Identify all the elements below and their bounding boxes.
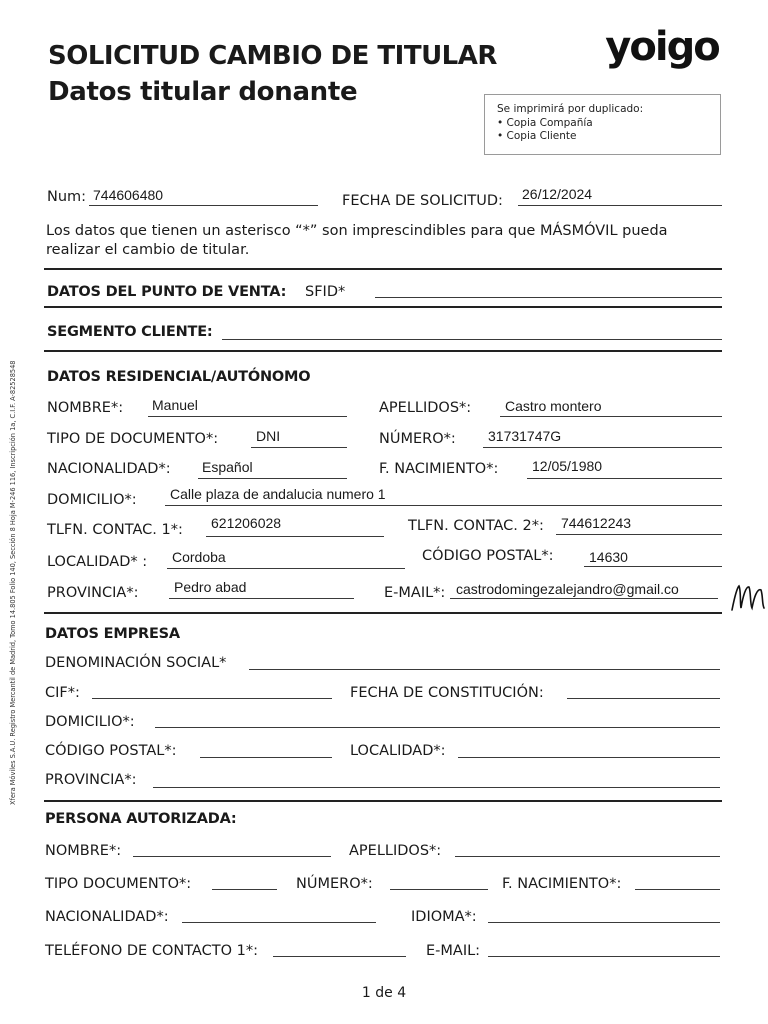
fecha-constitucion-label: FECHA DE CONSTITUCIÓN: bbox=[350, 685, 544, 701]
autorizada-idioma-label: IDIOMA*: bbox=[411, 909, 477, 925]
nacionalidad-field[interactable]: Español bbox=[202, 459, 253, 475]
localidad-label: LOCALIDAD* : bbox=[47, 554, 148, 570]
autorizada-nombre-label: NOMBRE*: bbox=[45, 843, 122, 859]
tipo-documento-label: TIPO DE DOCUMENTO*: bbox=[47, 431, 219, 447]
numero-documento-field[interactable]: 31731747G bbox=[488, 428, 562, 444]
empresa-header: DATOS EMPRESA bbox=[45, 626, 180, 642]
tipo-documento-field[interactable]: DNI bbox=[256, 428, 281, 444]
cif-label: CIF*: bbox=[45, 685, 80, 701]
denominacion-social-label: DENOMINACIÓN SOCIAL* bbox=[45, 655, 227, 671]
cif-field[interactable] bbox=[92, 698, 332, 699]
apellidos-field[interactable]: Castro montero bbox=[505, 398, 602, 414]
fecha-nacimiento-label: F. NACIMIENTO*: bbox=[379, 461, 499, 477]
nacionalidad-label: NACIONALIDAD*: bbox=[47, 461, 171, 477]
localidad-field[interactable]: Cordoba bbox=[172, 549, 226, 565]
empresa-localidad-field[interactable] bbox=[458, 757, 720, 758]
empresa-domicilio-label: DOMICILIO*: bbox=[45, 714, 135, 730]
num-field[interactable]: 744606480 bbox=[93, 187, 164, 203]
num-label: Num: bbox=[47, 189, 87, 205]
autorizada-telefono-field[interactable] bbox=[273, 956, 406, 957]
nombre-label: NOMBRE*: bbox=[47, 400, 124, 416]
segmento-cliente-header: SEGMENTO CLIENTE: bbox=[47, 324, 213, 340]
fecha-nacimiento-field[interactable]: 12/05/1980 bbox=[532, 458, 603, 474]
denominacion-social-field[interactable] bbox=[249, 669, 720, 670]
autorizada-numero-field[interactable] bbox=[390, 889, 488, 890]
empresa-codigo-postal-field[interactable] bbox=[200, 757, 332, 758]
empresa-domicilio-field[interactable] bbox=[155, 727, 720, 728]
fecha-constitucion-field[interactable] bbox=[567, 698, 720, 699]
autorizada-nacimiento-label: F. NACIMIENTO*: bbox=[502, 876, 622, 892]
autorizada-numero-label: NÚMERO*: bbox=[296, 876, 373, 892]
autorizada-idioma-field[interactable] bbox=[488, 922, 720, 923]
codigo-postal-field[interactable]: 14630 bbox=[589, 549, 628, 565]
print-note-title: Se imprimirá por duplicado: bbox=[497, 103, 644, 115]
telefono-1-field[interactable]: 621206028 bbox=[211, 515, 282, 531]
signature-mark bbox=[728, 578, 768, 616]
autorizada-tipo-documento-field[interactable] bbox=[212, 889, 277, 890]
telefono-1-label: TLFN. CONTAC. 1*: bbox=[47, 522, 183, 538]
autorizada-apellidos-field[interactable] bbox=[455, 856, 720, 857]
empresa-codigo-postal-label: CÓDIGO POSTAL*: bbox=[45, 743, 177, 759]
autorizada-tipo-documento-label: TIPO DOCUMENTO*: bbox=[45, 876, 192, 892]
sfid-label: SFID* bbox=[305, 284, 346, 300]
autorizada-email-label: E-MAIL: bbox=[426, 943, 481, 959]
punto-venta-header: DATOS DEL PUNTO DE VENTA: bbox=[47, 284, 287, 300]
autorizada-nacionalidad-label: NACIONALIDAD*: bbox=[45, 909, 169, 925]
autorizada-nombre-field[interactable] bbox=[133, 856, 331, 857]
form-subtitle: Datos titular donante bbox=[48, 77, 358, 107]
fecha-solicitud-label: FECHA DE SOLICITUD: bbox=[342, 193, 503, 209]
empresa-provincia-field[interactable] bbox=[153, 787, 720, 788]
telefono-2-field[interactable]: 744612243 bbox=[561, 515, 632, 531]
yoigo-logo-text: yoigo bbox=[605, 26, 719, 70]
intro-paragraph: Los datos que tienen un asterisco “*” son imprescindibles para que MÁSMÓVIL pueda realizar el cambio de titular. bbox=[46, 223, 668, 258]
telefono-2-label: TLFN. CONTAC. 2*: bbox=[408, 518, 544, 534]
autorizada-telefono-label: TELÉFONO DE CONTACTO 1*: bbox=[45, 943, 258, 959]
provincia-label: PROVINCIA*: bbox=[47, 585, 139, 601]
yoigo-logo bbox=[592, 26, 732, 76]
provincia-field[interactable]: Pedro abad bbox=[174, 579, 247, 595]
empresa-provincia-label: PROVINCIA*: bbox=[45, 772, 137, 788]
domicilio-label: DOMICILIO*: bbox=[47, 492, 137, 508]
autorizada-nacionalidad-field[interactable] bbox=[182, 922, 376, 923]
apellidos-label: APELLIDOS*: bbox=[379, 400, 472, 416]
print-note-box bbox=[484, 94, 721, 155]
nombre-field[interactable]: Manuel bbox=[152, 397, 198, 413]
form-title: SOLICITUD CAMBIO DE TITULAR bbox=[48, 41, 497, 71]
email-field[interactable]: castrodomingezalejandro@gmail.co bbox=[456, 581, 679, 597]
print-note-item-client: • Copia Cliente bbox=[497, 130, 577, 142]
domicilio-field[interactable]: Calle plaza de andalucia numero 1 bbox=[170, 486, 386, 502]
print-note-item-company: • Copia Compañía bbox=[497, 116, 593, 129]
numero-documento-label: NÚMERO*: bbox=[379, 431, 456, 447]
persona-autorizada-header: PERSONA AUTORIZADA: bbox=[45, 811, 237, 827]
autorizada-apellidos-label: APELLIDOS*: bbox=[349, 843, 442, 859]
empresa-localidad-label: LOCALIDAD*: bbox=[350, 743, 446, 759]
legal-sidebar-text: Xfera Móviles S.A.U. Registro Mercantil de Madrid, Tomo 14.805 Folio 140, Sección 8 Hoja M-246 116, Inscripción 1a, C.I.F. A-82528548 bbox=[9, 360, 17, 805]
codigo-postal-label: CÓDIGO POSTAL*: bbox=[422, 548, 554, 564]
fecha-solicitud-field[interactable]: 26/12/2024 bbox=[522, 186, 593, 202]
page-number: 1 de 4 bbox=[361, 985, 407, 1001]
autorizada-email-field[interactable] bbox=[488, 956, 720, 957]
autorizada-nacimiento-field[interactable] bbox=[635, 889, 720, 890]
residencial-header: DATOS RESIDENCIAL/AUTÓNOMO bbox=[47, 369, 311, 385]
email-label: E-MAIL*: bbox=[384, 585, 446, 601]
